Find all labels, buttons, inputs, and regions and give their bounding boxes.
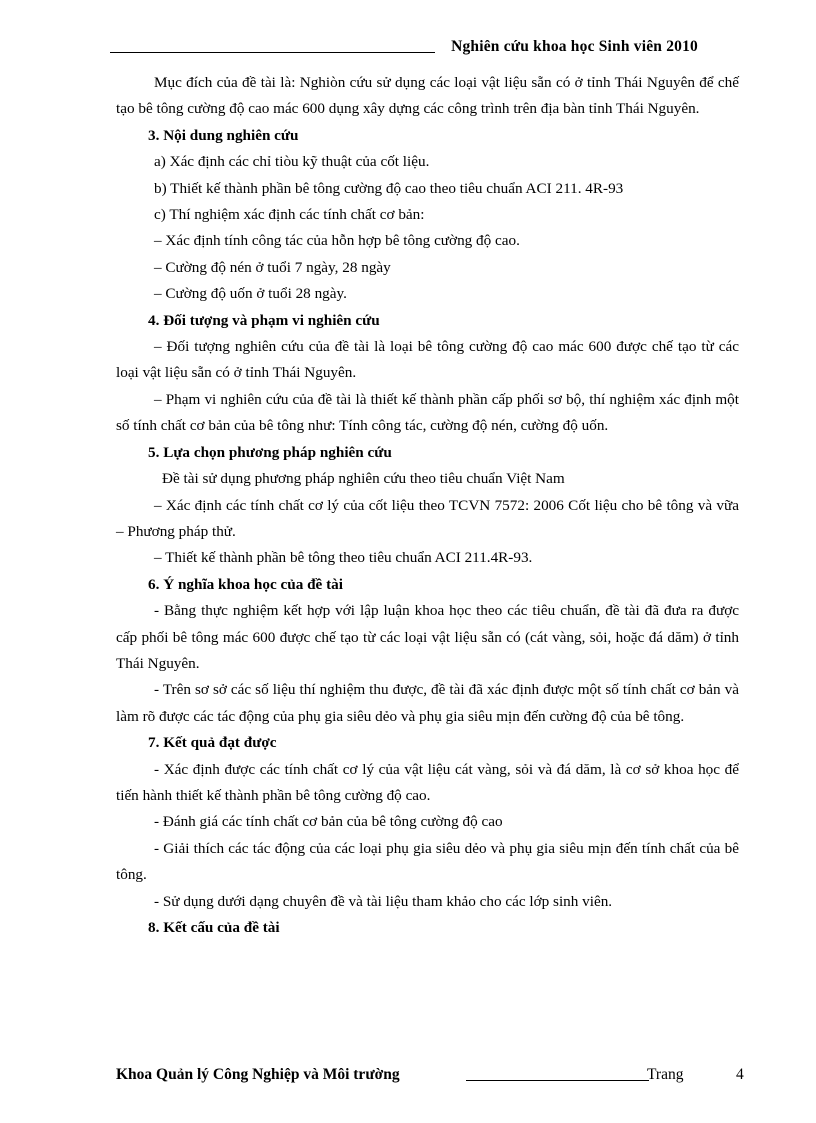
section-4-heading: 4. Đối tượng và phạm vi nghiên cứu — [148, 311, 380, 329]
section-3-heading: 3. Nội dung nghiên cứu — [148, 126, 299, 144]
s3-item-b: b) Thiết kế thành phần bê tông cường độ cao theo tiêu chuẩn ACI 211. 4R-93 — [154, 179, 624, 197]
footer-page-number: 4 — [736, 1066, 744, 1083]
s3-item-a: a) Xác định các chỉ tiòu kỹ thuật của cốt liệu. — [154, 153, 430, 171]
s6-paragraph-2: - Trên sơ sở các số liệu thí nghiệm thu được, đề tài đã xác định được một số tính chất cơ bản và làm rõ được các tác động của phụ gia siêu dẻo và phụ gia siêu mịn đến cường độ của bê tông. — [116, 681, 739, 725]
section-6-heading: 6. Ý nghĩa khoa học của đề tài — [148, 575, 343, 593]
s3-dash-3: – Cường độ uốn ở tuổi 28 ngày. — [154, 285, 347, 303]
section-5-heading: 5. Lựa chọn phương pháp nghiên cứu — [148, 443, 392, 461]
s7-paragraph-4: - Sử dụng dưới dạng chuyên đề và tài liệu tham khảo cho các lớp sinh viên. — [154, 892, 613, 910]
s5-paragraph-1: Đề tài sử dụng phương pháp nghiên cứu theo tiêu chuẩn Việt Nam — [162, 470, 565, 488]
s7-paragraph-1: - Xác định được các tính chất cơ lý của vật liệu cát vàng, sỏi và đá dăm, là cơ sở khoa học để tiến hành thiết kế thành phần bê tông cường độ cao. — [116, 760, 739, 804]
s7-paragraph-3: - Giải thích các tác động của các loại phụ gia siêu dẻo và phụ gia siêu mịn đến tính chất của bê tông. — [116, 839, 739, 884]
header-rule — [110, 52, 435, 53]
s5-paragraph-3: – Thiết kế thành phần bê tông theo tiêu chuẩn ACI 211.4R-93. — [154, 549, 533, 567]
s5-paragraph-2: – Xác định các tính chất cơ lý của cốt liệu theo TCVN 7572: 2006 Cốt liệu cho bê tông và vữa – Phương pháp thử. — [116, 496, 739, 540]
s4-paragraph-2: – Phạm vi nghiên cứu của đề tài là thiết kế thành phần cấp phối sơ bộ, thí nghiệm xác định một số tính chất cơ bản của bê tông như: Tính công tác, cường độ nén, cường độ uốn. — [116, 390, 739, 435]
s3-dash-1: – Xác định tính công tác của hỗn hợp bê tông cường độ cao. — [154, 232, 520, 250]
footer-department: Khoa Quản lý Công Nghiệp và Môi trường — [116, 1066, 400, 1083]
page-footer — [116, 1066, 748, 1088]
s4-paragraph-1: – Đối tượng nghiên cứu của đề tài là loại bê tông cường độ cao mác 600 được chế tạo từ các loại vật liệu sẵn có ở tỉnh Thái Nguyên. — [116, 338, 739, 382]
section-8-heading: 8. Kết cấu của đề tài — [148, 919, 280, 936]
intro-paragraph: Mục đích của đề tài là: Nghiòn cứu sử dụng các loại vật liệu sẵn có ở tỉnh Thái Nguyên để chế tạo bê tông cường độ cao mác 600 dụng xây dựng các công trình trên địa bàn tỉnh Thái Nguyên. — [116, 74, 739, 118]
footer-rule — [466, 1080, 649, 1081]
page-header — [110, 38, 740, 58]
s3-item-c: c) Thí nghiệm xác định các tính chất cơ bản: — [154, 206, 425, 224]
s7-paragraph-2: - Đánh giá các tính chất cơ bản của bê tông cường độ cao — [154, 813, 503, 831]
footer-page-label: Trang — [647, 1066, 684, 1083]
s6-paragraph-1: - Bằng thực nghiệm kết hợp với lập luận khoa học theo các tiêu chuẩn, đề tài đã đưa ra được cấp phối bê tông mác 600 được chế tạo từ các loại vật liệu sẵn có (cát vàng, sỏi, hoặc đá dăm) ở tỉnh Thái Nguyên. — [116, 602, 739, 672]
s3-dash-2: – Cường độ nén ở tuổi 7 ngày, 28 ngày — [154, 258, 391, 276]
document-body — [116, 70, 739, 941]
header-title: Nghiên cứu khoa học Sinh viên 2010 — [451, 38, 698, 55]
section-7-heading: 7. Kết quả đạt được — [148, 734, 277, 752]
